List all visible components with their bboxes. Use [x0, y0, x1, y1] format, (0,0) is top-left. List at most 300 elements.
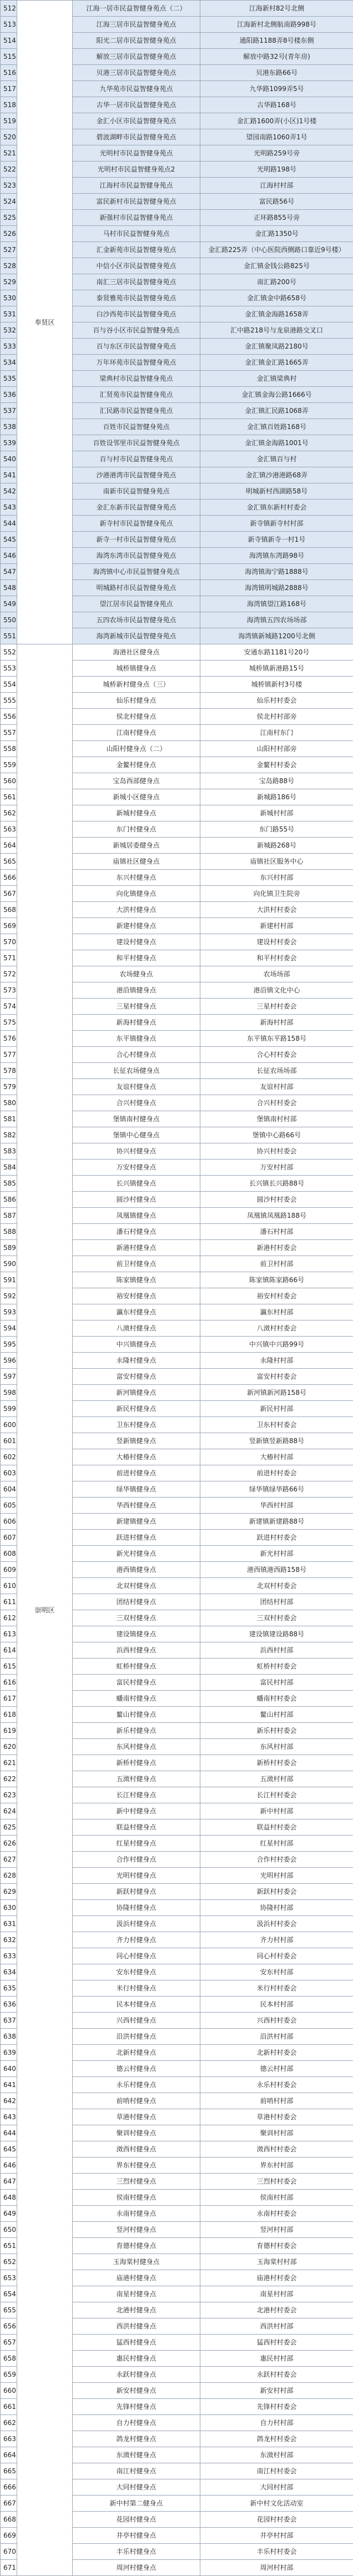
row-number-cell: 526 [1, 226, 17, 242]
station-address-cell: 万安村村部 [200, 1160, 353, 1176]
row-number-cell: 520 [1, 129, 17, 145]
station-address-cell: 友谊村村部 [200, 1079, 353, 1095]
station-address-cell: 新光村村部 [200, 1546, 353, 1562]
station-name-cell: 齐力村健身点 [73, 1932, 200, 1948]
row-number-cell: 616 [1, 1675, 17, 1691]
station-address-cell: 兴西村村委会 [200, 2013, 353, 2029]
row-number-cell: 558 [1, 741, 17, 757]
station-address-cell: 裕安村村委会 [200, 1288, 353, 1304]
station-name-cell: 同心村健身点 [73, 1948, 200, 1964]
row-number-cell: 637 [1, 2013, 17, 2029]
station-name-cell: 蟠南村健身点 [73, 1691, 200, 1707]
station-name-cell: 红星村健身点 [73, 1836, 200, 1852]
station-name-cell: 卫东村健身点 [73, 1417, 200, 1433]
station-address-cell: 富民村村部 [200, 1675, 353, 1691]
station-name-cell: 新安村健身点 [73, 2383, 200, 2399]
station-name-cell: 民本村健身点 [73, 1997, 200, 2013]
station-name-cell: 梁典村市民益智健身苑点 [73, 371, 200, 387]
station-name-cell: 万年环苑市民益智健身苑点 [73, 355, 200, 371]
station-name-cell: 五滧村健身点 [73, 1771, 200, 1787]
station-name-cell: 长兴镇健身点 [73, 1176, 200, 1192]
row-number-cell: 661 [1, 2399, 17, 2415]
station-name-cell: 海湾新城市民益智健身苑点 [73, 628, 200, 644]
station-name-cell: 竖河村健身点 [73, 2222, 200, 2238]
station-address-cell: 堡镇中心路66号 [200, 1127, 353, 1143]
row-number-cell: 553 [1, 661, 17, 677]
station-name-cell: 汇贤苑市民益智健身苑点 [73, 387, 200, 403]
row-number-cell: 640 [1, 2061, 17, 2077]
station-address-cell: 庙镇社区服务中心 [200, 854, 353, 870]
station-address-cell: 新寺镇新寺一村1号 [200, 532, 353, 548]
row-number-cell: 671 [1, 2560, 17, 2576]
station-name-cell: 沙港港湾市民益智健身苑点 [73, 467, 200, 483]
station-name-cell: 圆沙村健身点 [73, 1192, 200, 1208]
station-address-cell: 协隆村村部 [200, 1900, 353, 1916]
row-number-cell: 568 [1, 902, 17, 918]
row-number-cell: 602 [1, 1449, 17, 1465]
station-address-cell: 金汇路1600弄(小区)1号楼 [200, 113, 353, 129]
station-address-cell: 团结村村部 [200, 1594, 353, 1610]
station-address-cell: 同心村村委会 [200, 1948, 353, 1964]
row-number-cell: 562 [1, 805, 17, 821]
station-address-cell: 宝岛路88号 [200, 773, 353, 789]
station-address-cell: 合作村村委会 [200, 1852, 353, 1868]
station-address-cell: 东门路55号 [200, 821, 353, 838]
station-address-cell: 侯南村村部 [200, 2190, 353, 2206]
station-name-cell: 新乐村健身点 [73, 1723, 200, 1739]
row-number-cell: 517 [1, 81, 17, 97]
station-address-cell: 正环路855号旁 [200, 210, 353, 226]
row-number-cell: 662 [1, 2415, 17, 2431]
row-number-cell: 628 [1, 1868, 17, 1884]
station-address-cell: 鳌山村村部 [200, 1707, 353, 1723]
station-name-cell: 三双村健身点 [73, 1610, 200, 1626]
station-name-cell: 合心村健身点 [73, 1047, 200, 1063]
station-address-cell: 建设村村委会 [200, 934, 353, 950]
row-number-cell: 512 [1, 1, 17, 17]
station-name-cell: 堡镇南村健身点 [73, 1111, 200, 1127]
row-number-cell: 610 [1, 1578, 17, 1594]
station-name-cell: 阳光二居市民益智健身苑点 [73, 33, 200, 49]
row-number-cell: 622 [1, 1771, 17, 1787]
station-name-cell: 长征农场健身点 [73, 1063, 200, 1079]
row-number-cell: 559 [1, 757, 17, 773]
row-number-cell: 596 [1, 1353, 17, 1369]
row-number-cell: 658 [1, 2351, 17, 2367]
row-number-cell: 632 [1, 1932, 17, 1948]
row-number-cell: 582 [1, 1127, 17, 1143]
station-address-cell: 德云村村部 [200, 2061, 353, 2077]
row-number-cell: 532 [1, 322, 17, 339]
station-name-cell: 金汇小区市民益智健身苑点 [73, 113, 200, 129]
station-address-cell: 新港村村委会 [200, 1240, 353, 1256]
station-address-cell: 米行村村委会 [200, 1980, 353, 1997]
station-name-cell: 向化镇健身点 [73, 886, 200, 902]
row-number-cell: 550 [1, 612, 17, 628]
row-number-cell: 636 [1, 1997, 17, 2013]
station-address-cell: 农场场部 [200, 966, 353, 982]
station-name-cell: 协兴村健身点 [73, 1143, 200, 1160]
station-address-cell: 鸽龙村村委会 [200, 2431, 353, 2447]
station-address-cell: 花园村村委会 [200, 2512, 353, 2528]
row-number-cell: 631 [1, 1916, 17, 1932]
station-address-cell: 新城路268号 [200, 838, 353, 854]
row-number-cell: 552 [1, 644, 17, 661]
district-cell: 奉贤区 [17, 1, 73, 644]
row-number-cell: 604 [1, 1481, 17, 1498]
row-number-cell: 612 [1, 1610, 17, 1626]
row-number-cell: 529 [1, 274, 17, 290]
station-name-cell: 瀛东村健身点 [73, 1304, 200, 1320]
station-name-cell: 北新村健身点 [73, 2045, 200, 2061]
station-address-cell: 育德村村委会 [200, 2238, 353, 2254]
row-number-cell: 514 [1, 33, 17, 49]
station-name-cell: 新跃村健身点 [73, 1884, 200, 1900]
station-name-cell: 白沙西苑市民益智健身苑点 [73, 306, 200, 322]
row-number-cell: 594 [1, 1320, 17, 1337]
row-number-cell: 522 [1, 162, 17, 178]
row-number-cell: 536 [1, 387, 17, 403]
station-address-cell: 侯北村村部旁 [200, 709, 353, 725]
station-address-cell: 金汇镇金汇路1665弄 [200, 355, 353, 371]
row-number-cell: 600 [1, 1417, 17, 1433]
station-address-cell: 五滧村村部 [200, 1771, 353, 1787]
station-name-cell: 德云村健身点 [73, 2061, 200, 2077]
row-number-cell: 648 [1, 2190, 17, 2206]
station-address-cell: 金汇镇沙港港路68弄 [200, 467, 353, 483]
row-number-cell: 618 [1, 1707, 17, 1723]
station-address-cell: 大同村村部 [200, 2479, 353, 2496]
row-number-cell: 657 [1, 2335, 17, 2351]
row-number-cell: 534 [1, 355, 17, 371]
station-name-cell: 南星村健身点 [73, 2286, 200, 2302]
station-name-cell: 聚训村健身点 [73, 2125, 200, 2141]
row-number-cell: 617 [1, 1691, 17, 1707]
row-number-cell: 619 [1, 1723, 17, 1739]
station-name-cell: 江海三居市民益智健身苑点 [73, 17, 200, 33]
row-number-cell: 624 [1, 1803, 17, 1819]
row-number-cell: 625 [1, 1819, 17, 1836]
station-name-cell: 新中村第二健身点 [73, 2496, 200, 2512]
station-address-cell: 九华路1099弄5号 [200, 81, 353, 97]
station-address-cell: 虹桥村村委会 [200, 1658, 353, 1675]
row-number-cell: 543 [1, 500, 17, 516]
row-number-cell: 668 [1, 2512, 17, 2528]
station-name-cell: 海湾镇中心市民益智健身苑点 [73, 564, 200, 580]
row-number-cell: 647 [1, 2174, 17, 2190]
row-number-cell: 544 [1, 516, 17, 532]
station-name-cell: 友谊村健身点 [73, 1079, 200, 1095]
row-number-cell: 565 [1, 854, 17, 870]
station-address-cell: 民本村村部 [200, 1997, 353, 2013]
row-number-cell: 585 [1, 1176, 17, 1192]
row-number-cell: 649 [1, 2206, 17, 2222]
station-name-cell: 绿华镇健身点 [73, 1481, 200, 1498]
station-address-cell: 三星村村委会 [200, 999, 353, 1015]
station-name-cell: 新城村健身点 [73, 805, 200, 821]
station-name-cell: 新桥村健身点 [73, 1755, 200, 1771]
station-name-cell: 鸽龙村健身点 [73, 2431, 200, 2447]
row-number-cell: 531 [1, 306, 17, 322]
station-address-cell: 蟠南村村委会 [200, 1691, 353, 1707]
station-address-cell: 江海新村北侧航南路998号 [200, 17, 353, 33]
station-address-cell: 长兴镇长兴路88号 [200, 1176, 353, 1192]
station-name-cell: 鳌山村健身点 [73, 1707, 200, 1723]
row-number-cell: 556 [1, 709, 17, 725]
station-name-cell: 新建村健身点 [73, 918, 200, 934]
row-number-cell: 576 [1, 1031, 17, 1047]
row-number-cell: 605 [1, 1498, 17, 1514]
station-name-cell: 合作村健身点 [73, 1852, 200, 1868]
station-address-cell: 沿洪村村部 [200, 2029, 353, 2045]
station-address-cell: 惠民村村部 [200, 2351, 353, 2367]
row-number-cell: 642 [1, 2093, 17, 2109]
station-address-cell: 绿华镇绿华路66号 [200, 1481, 353, 1498]
station-name-cell: 和平村健身点 [73, 950, 200, 966]
station-address-cell: 通阳路1188弄8号楼东侧 [200, 33, 353, 49]
station-name-cell: 花园村健身点 [73, 2512, 200, 2528]
station-name-cell: 滧西村健身点 [73, 2141, 200, 2157]
row-number-cell: 561 [1, 789, 17, 805]
station-address-cell: 金汇镇梁典村 [200, 371, 353, 387]
station-address-cell: 永南村村委会 [200, 2206, 353, 2222]
station-address-cell: 东滧村村部 [200, 2447, 353, 2463]
row-number-cell: 566 [1, 870, 17, 886]
station-name-cell: 光明村市民益智健身苑点 [73, 145, 200, 162]
row-number-cell: 627 [1, 1852, 17, 1868]
station-address-cell: 金汇镇金海路1001号 [200, 435, 353, 451]
station-name-cell: 望江居市民益智健身苑点 [73, 596, 200, 612]
row-number-cell: 516 [1, 65, 17, 81]
station-name-cell: 虹桥村健身点 [73, 1658, 200, 1675]
station-name-cell: 百与谷小区市民益智健身苑点 [73, 322, 200, 339]
station-name-cell: 永乐村健身点 [73, 2077, 200, 2093]
station-name-cell: 五四农场市民益智健身苑点 [73, 612, 200, 628]
station-name-cell: 农场健身点 [73, 966, 200, 982]
station-address-cell: 新城村村部 [200, 805, 353, 821]
station-address-cell: 和平村村委会 [200, 950, 353, 966]
station-name-cell: 竖新镇健身点 [73, 1433, 200, 1449]
station-name-cell: 新寺一村市民益智健身苑点 [73, 532, 200, 548]
row-number-cell: 614 [1, 1642, 17, 1658]
station-name-cell: 古华一居市民益智健身苑点 [73, 97, 200, 113]
station-name-cell: 富民村健身点 [73, 1675, 200, 1691]
station-address-cell: 江南村东门 [200, 725, 353, 741]
station-address-cell: 新寺镇新寺村村部 [200, 516, 353, 532]
station-address-cell: 南汇路200号 [200, 274, 353, 290]
station-name-cell: 先锋村健身点 [73, 2399, 200, 2415]
station-address-cell: 永跃村村委会 [200, 2367, 353, 2383]
row-number-cell: 609 [1, 1562, 17, 1578]
station-name-cell: 华西村健身点 [73, 1498, 200, 1514]
station-address-cell: 北港村村委会 [200, 2302, 353, 2318]
station-address-cell: 新桥村村委会 [200, 1755, 353, 1771]
row-number-cell: 538 [1, 419, 17, 435]
station-address-cell: 三烈村村委会 [200, 2174, 353, 2190]
station-name-cell: 八滧村健身点 [73, 1320, 200, 1337]
station-name-cell: 解放三居市民益智健身苑点 [73, 49, 200, 65]
row-number-cell: 603 [1, 1465, 17, 1481]
station-address-cell: 华西村村部 [200, 1498, 353, 1514]
station-address-cell: 海湾镇新城路1200号北侧 [200, 628, 353, 644]
station-name-cell: 安东村健身点 [73, 1964, 200, 1980]
row-number-cell: 575 [1, 1015, 17, 1031]
station-name-cell: 金汇东新市民益智健身苑点 [73, 500, 200, 516]
station-name-cell: 南汇三居市民益智健身苑点 [73, 274, 200, 290]
station-name-cell: 宝岛西部健身点 [73, 773, 200, 789]
station-address-cell: 金汇镇金钱公路825号 [200, 258, 353, 274]
station-name-cell: 新寺村市民益智健身苑点 [73, 516, 200, 532]
station-address-cell: 新城路186号 [200, 789, 353, 805]
station-address-cell: 圆沙村村委会 [200, 1192, 353, 1208]
table-row [1, 1, 353, 17]
row-number-cell: 653 [1, 2270, 17, 2286]
station-address-cell: 凤凰镇凤凰路188号 [200, 1208, 353, 1224]
row-number-cell: 535 [1, 371, 17, 387]
station-name-cell: 新港村健身点 [73, 1240, 200, 1256]
row-number-cell: 630 [1, 1900, 17, 1916]
station-address-cell: 中兴镇中兴路99号 [200, 1337, 353, 1353]
station-name-cell: 金鳌村健身点 [73, 757, 200, 773]
station-address-cell: 金汇镇东新村村委会 [200, 500, 353, 516]
station-address-cell: 新民村村部 [200, 1401, 353, 1417]
station-address-cell: 长征农场场部 [200, 1063, 353, 1079]
station-address-cell: 合心村村委会 [200, 1047, 353, 1063]
station-address-cell: 安通东路1181号20号 [200, 644, 353, 661]
station-address-cell: 古华路168号 [200, 97, 353, 113]
station-name-cell: 中兴镇健身点 [73, 1337, 200, 1353]
station-address-cell: 井亭村村部 [200, 2528, 353, 2544]
row-number-cell: 578 [1, 1063, 17, 1079]
station-address-cell: 海湾镇东湾路98号 [200, 548, 353, 564]
station-address-cell: 金汇镇金海路1658弄 [200, 306, 353, 322]
station-address-cell: 东风村村部 [200, 1739, 353, 1755]
station-name-cell: 建设镇健身点 [73, 1626, 200, 1642]
row-number-cell: 608 [1, 1546, 17, 1562]
station-address-cell: 新安村村部 [200, 2383, 353, 2399]
station-address-cell: 解放中路32号(青年房) [200, 49, 353, 65]
station-name-cell: 港西镇健身点 [73, 1562, 200, 1578]
row-number-cell: 547 [1, 564, 17, 580]
row-number-cell: 613 [1, 1626, 17, 1642]
station-address-cell: 海湾镇望江路168号 [200, 596, 353, 612]
station-address-cell: 北双村村委会 [200, 1578, 353, 1594]
station-address-cell: 浜西村村部 [200, 1642, 353, 1658]
row-number-cell: 650 [1, 2222, 17, 2238]
station-name-cell: 光明村市民益智健身苑点2 [73, 162, 200, 178]
station-address-cell: 望园南路1060弄1号 [200, 129, 353, 145]
station-address-cell: 金汇镇百姓路168号 [200, 419, 353, 435]
station-name-cell: 南新市民益智健身苑点 [73, 483, 200, 500]
station-address-cell: 海湾镇海宁路1888号 [200, 564, 353, 580]
station-name-cell: 贝港三居市民益智健身苑点 [73, 65, 200, 81]
row-number-cell: 620 [1, 1739, 17, 1755]
station-address-cell: 新河镇新河路158号 [200, 1385, 353, 1401]
row-number-cell: 639 [1, 2045, 17, 2061]
station-name-cell: 北港村健身点 [73, 2302, 200, 2318]
station-name-cell: 西洪村健身点 [73, 2318, 200, 2335]
station-name-cell: 江南村健身点 [73, 725, 200, 741]
station-name-cell: 界东村健身点 [73, 2157, 200, 2174]
station-name-cell: 周河村健身点 [73, 2560, 200, 2576]
row-number-cell: 528 [1, 258, 17, 274]
station-name-cell: 玉海棠村健身点 [73, 2254, 200, 2270]
row-number-cell: 574 [1, 999, 17, 1015]
row-number-cell: 540 [1, 451, 17, 467]
station-address-cell: 庙港村村委会 [200, 2270, 353, 2286]
row-number-cell: 586 [1, 1192, 17, 1208]
station-address-cell: 界东村村部 [200, 2157, 353, 2174]
row-number-cell: 569 [1, 918, 17, 934]
station-address-cell: 大洪村村委会 [200, 902, 353, 918]
row-number-cell: 633 [1, 1948, 17, 1964]
station-name-cell: 永跃村健身点 [73, 2367, 200, 2383]
station-name-cell: 新光村健身点 [73, 1546, 200, 1562]
station-address-cell: 协兴村村委会 [200, 1143, 353, 1160]
station-address-cell: 新海村村部 [200, 1015, 353, 1031]
row-number-cell: 551 [1, 628, 17, 644]
station-address-cell: 城桥镇新港路15号 [200, 661, 353, 677]
station-address-cell: 新中村村部 [200, 1803, 353, 1819]
row-number-cell: 663 [1, 2431, 17, 2447]
station-address-cell: 光明路259号旁 [200, 145, 353, 162]
station-name-cell: 育德村健身点 [73, 2238, 200, 2254]
row-number-cell: 523 [1, 178, 17, 194]
row-number-cell: 545 [1, 532, 17, 548]
station-address-cell: 东兴村村部 [200, 870, 353, 886]
station-address-cell: 齐力村村部 [200, 1932, 353, 1948]
station-address-cell: 向化镇卫生院旁 [200, 886, 353, 902]
row-number-cell: 560 [1, 773, 17, 789]
row-number-cell: 615 [1, 1658, 17, 1675]
station-address-cell: 江海村村部 [200, 178, 353, 194]
station-name-cell: 仙乐村健身点 [73, 693, 200, 709]
row-number-cell: 519 [1, 113, 17, 129]
station-name-cell: 东门村健身点 [73, 821, 200, 838]
station-address-cell: 猛西村村委会 [200, 2335, 353, 2351]
station-name-cell: 前进村健身点 [73, 1465, 200, 1481]
station-address-cell: 前哨村村部 [200, 2093, 353, 2109]
station-address-cell: 富民路56号 [200, 194, 353, 210]
station-address-cell: 金汇镇金海公路1666号 [200, 387, 353, 403]
row-number-cell: 583 [1, 1143, 17, 1160]
row-number-cell: 656 [1, 2318, 17, 2335]
row-number-cell: 588 [1, 1224, 17, 1240]
station-name-cell: 东风村健身点 [73, 1739, 200, 1755]
row-number-cell: 573 [1, 982, 17, 999]
row-number-cell: 537 [1, 403, 17, 419]
station-name-cell: 新强村市民益智健身苑点 [73, 210, 200, 226]
station-name-cell: 协隆村健身点 [73, 1900, 200, 1916]
row-number-cell: 581 [1, 1111, 17, 1127]
station-address-cell: 红星村村部 [200, 1836, 353, 1852]
station-address-cell: 卫东村村委会 [200, 1417, 353, 1433]
station-name-cell: 碧波湖畔市民益智健身苑点 [73, 129, 200, 145]
station-name-cell: 城桥新村健身点（三） [73, 677, 200, 693]
station-name-cell: 明城路村市民益智健身苑点 [73, 580, 200, 596]
row-number-cell: 572 [1, 966, 17, 982]
station-name-cell: 山阳村健身点（二） [73, 741, 200, 757]
row-number-cell: 570 [1, 934, 17, 950]
station-name-cell: 裕安村健身点 [73, 1288, 200, 1304]
station-name-cell: 大椿村健身点 [73, 1449, 200, 1465]
row-number-cell: 607 [1, 1530, 17, 1546]
row-number-cell: 601 [1, 1433, 17, 1449]
station-address-cell: 跃进村村委会 [200, 1530, 353, 1546]
row-number-cell: 580 [1, 1095, 17, 1111]
station-name-cell: 三星村健身点 [73, 999, 200, 1015]
station-name-cell: 万安村健身点 [73, 1160, 200, 1176]
